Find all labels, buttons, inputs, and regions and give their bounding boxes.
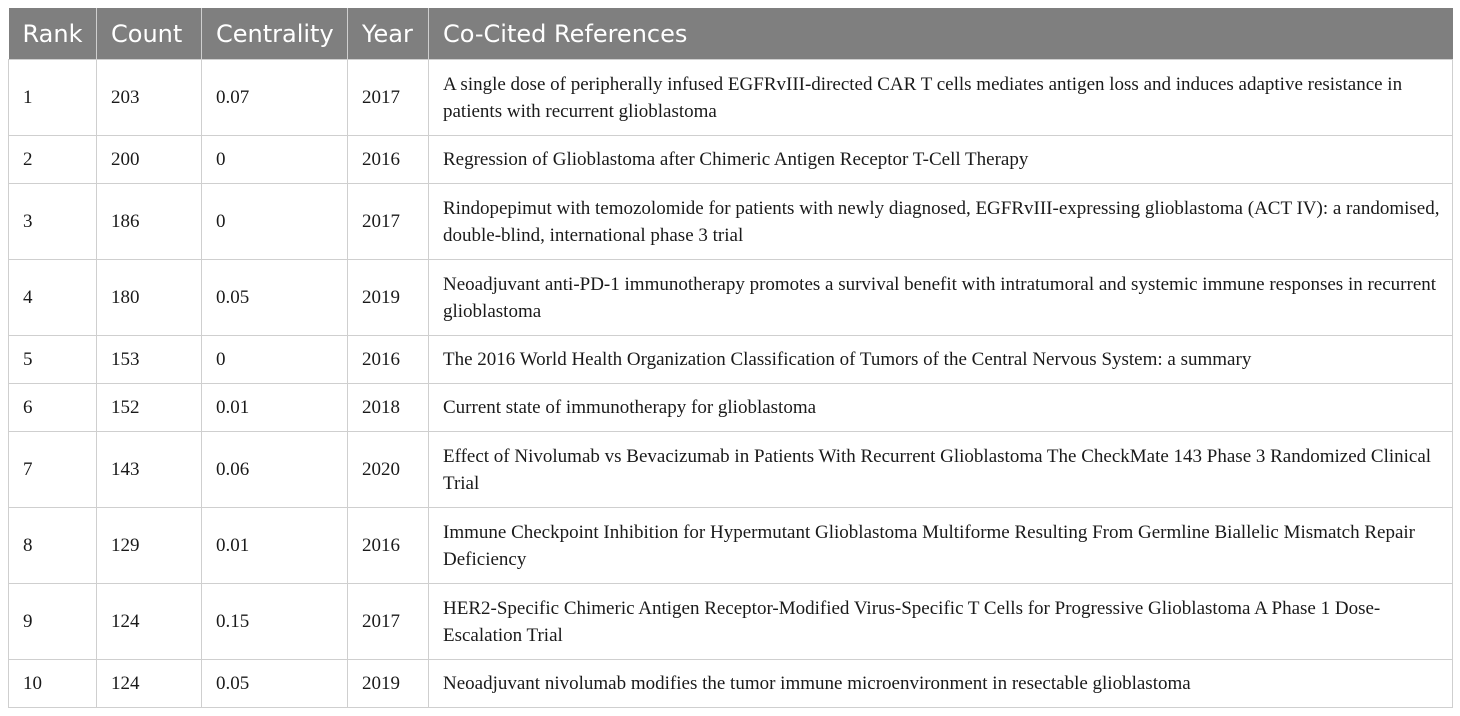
header-row: [9, 8, 1453, 60]
table-row: [9, 584, 1453, 660]
co-cited-references-table: [8, 8, 1453, 708]
cell-year: 2020: [348, 432, 429, 508]
table-body: [9, 60, 1453, 708]
header-year: Year: [348, 8, 429, 60]
cell-reference: Rindopepimut with temozolomide for patients with newly diagnosed, EGFRvIII-expressing glioblastoma (ACT IV): a randomised, double-blind, international phase 3 trial: [429, 184, 1453, 260]
cell-year: 2017: [348, 584, 429, 660]
cell-rank: 9: [9, 584, 97, 660]
cell-rank: 8: [9, 508, 97, 584]
cell-reference: The 2016 World Health Organization Classification of Tumors of the Central Nervous System: a summary: [429, 336, 1453, 384]
cell-count: 124: [97, 584, 202, 660]
cell-count: 203: [97, 60, 202, 136]
co-cited-references-table-container: [8, 8, 1452, 708]
cell-year: 2016: [348, 336, 429, 384]
header-references: Co-Cited References: [429, 8, 1453, 60]
table-row: [9, 336, 1453, 384]
cell-rank: 10: [9, 660, 97, 708]
cell-count: 152: [97, 384, 202, 432]
table-row: [9, 384, 1453, 432]
cell-centrality: 0.05: [202, 260, 348, 336]
cell-reference: A single dose of peripherally infused EGFRvIII-directed CAR T cells mediates antigen loss and induces adaptive resistance in patients with recurrent glioblastoma: [429, 60, 1453, 136]
table-row: [9, 60, 1453, 136]
cell-count: 180: [97, 260, 202, 336]
cell-centrality: 0.05: [202, 660, 348, 708]
table-row: [9, 432, 1453, 508]
cell-reference: Neoadjuvant nivolumab modifies the tumor immune microenvironment in resectable glioblastoma: [429, 660, 1453, 708]
table-row: [9, 184, 1453, 260]
cell-count: 129: [97, 508, 202, 584]
cell-reference: HER2-Specific Chimeric Antigen Receptor-Modified Virus-Specific T Cells for Progressive Glioblastoma A Phase 1 Dose-Escalation Trial: [429, 584, 1453, 660]
cell-rank: 7: [9, 432, 97, 508]
cell-year: 2016: [348, 508, 429, 584]
table-row: [9, 660, 1453, 708]
cell-centrality: 0: [202, 184, 348, 260]
header-count: Count: [97, 8, 202, 60]
cell-reference: Immune Checkpoint Inhibition for Hypermutant Glioblastoma Multiforme Resulting From Germline Biallelic Mismatch Repair Deficiency: [429, 508, 1453, 584]
cell-reference: Neoadjuvant anti-PD-1 immunotherapy promotes a survival benefit with intratumoral and systemic immune responses in recurrent glioblastoma: [429, 260, 1453, 336]
cell-centrality: 0.01: [202, 384, 348, 432]
cell-reference: Effect of Nivolumab vs Bevacizumab in Patients With Recurrent Glioblastoma The CheckMate 143 Phase 3 Randomized Clinical Trial: [429, 432, 1453, 508]
header-rank: Rank: [9, 8, 97, 60]
cell-rank: 5: [9, 336, 97, 384]
header-centrality: Centrality: [202, 8, 348, 60]
cell-reference: Current state of immunotherapy for glioblastoma: [429, 384, 1453, 432]
cell-rank: 4: [9, 260, 97, 336]
cell-year: 2018: [348, 384, 429, 432]
cell-rank: 2: [9, 136, 97, 184]
cell-centrality: 0.07: [202, 60, 348, 136]
cell-year: 2016: [348, 136, 429, 184]
cell-rank: 1: [9, 60, 97, 136]
cell-count: 200: [97, 136, 202, 184]
cell-centrality: 0.06: [202, 432, 348, 508]
cell-year: 2019: [348, 260, 429, 336]
table-header: [9, 8, 1453, 60]
table-row: [9, 136, 1453, 184]
cell-year: 2019: [348, 660, 429, 708]
cell-count: 124: [97, 660, 202, 708]
table-row: [9, 508, 1453, 584]
cell-year: 2017: [348, 184, 429, 260]
cell-reference: Regression of Glioblastoma after Chimeric Antigen Receptor T-Cell Therapy: [429, 136, 1453, 184]
cell-rank: 6: [9, 384, 97, 432]
cell-count: 153: [97, 336, 202, 384]
cell-year: 2017: [348, 60, 429, 136]
cell-count: 186: [97, 184, 202, 260]
cell-rank: 3: [9, 184, 97, 260]
cell-centrality: 0.15: [202, 584, 348, 660]
cell-centrality: 0: [202, 136, 348, 184]
table-row: [9, 260, 1453, 336]
cell-count: 143: [97, 432, 202, 508]
cell-centrality: 0: [202, 336, 348, 384]
cell-centrality: 0.01: [202, 508, 348, 584]
